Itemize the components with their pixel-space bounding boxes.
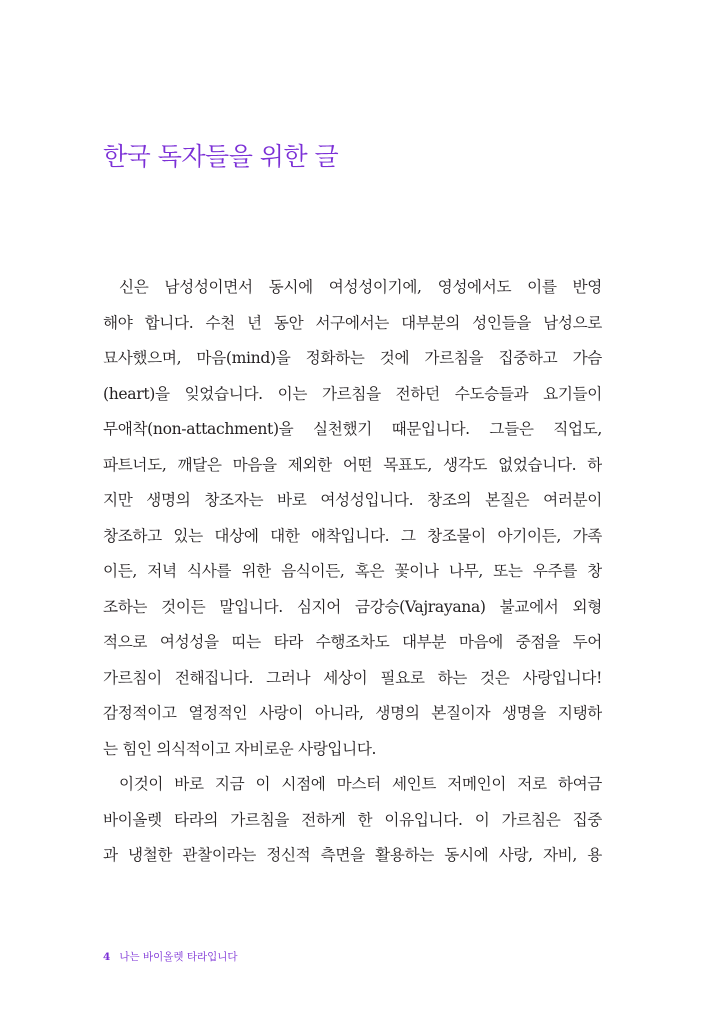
text-line: 신은 남성성이면서 동시에 여성성이기에, 영성에서도 이를 반영 <box>119 278 602 296</box>
body-text <box>103 270 602 874</box>
text-line: 는 힘인 의식적이고 자비로운 사랑입니다. <box>103 739 377 758</box>
text-line: 이것이 바로 지금 이 시점에 마스터 세인트 저메인이 저로 하여금 <box>119 775 602 793</box>
text-line: 파트너도, 깨달은 마음을 제외한 어떤 목표도, 생각도 없었습니다. 하 <box>103 455 602 474</box>
page-footer <box>103 950 238 964</box>
text-line: 해야 합니다. 수천 년 동안 서구에서는 대부분의 성인들을 남성으로 <box>103 313 602 332</box>
text-line: 가르침이 전해집니다. 그러나 세상이 필요로 하는 것은 사랑입니다! <box>103 668 602 687</box>
paragraph-2 <box>103 767 602 874</box>
text-line: (heart)을 잊었습니다. 이는 가르침을 전하던 수도승들과 요기들이 <box>103 384 602 403</box>
text-line: 조하는 것이든 말입니다. 심지어 금강승(Vajrayana) 불교에서 외형 <box>103 597 602 616</box>
text-line: 과 냉철한 관찰이라는 정신적 측면을 활용하는 동시에 사랑, 자비, 용 <box>103 846 602 864</box>
text-line: 적으로 여성성을 띠는 타라 수행조차도 대부분 마음에 중점을 두어 <box>103 633 602 651</box>
text-line: 무애착(non-attachment)을 실천했기 때문입니다. 그들은 직업도, <box>103 420 602 438</box>
page-number: 4 <box>103 951 111 963</box>
text-line: 감정적이고 열정적인 사랑이 아니라, 생명의 본질이자 생명을 지탱하 <box>103 704 602 722</box>
text-line: 지만 생명의 창조자는 바로 여성성입니다. 창조의 본질은 여러분이 <box>103 491 602 509</box>
text-line: 이든, 저녁 식사를 위한 음식이든, 혹은 꽃이나 나무, 또는 우주를 창 <box>103 562 602 580</box>
text-line: 창조하고 있는 대상에 대한 애착입니다. 그 창조물이 아기이든, 가족 <box>103 526 602 545</box>
running-book-title: 나는 바이올렛 타라입니다 <box>119 951 238 963</box>
chapter-title: 한국 독자들을 위한 글 <box>103 142 339 171</box>
text-line: 묘사했으며, 마음(mind)을 정화하는 것에 가르침을 집중하고 가슴 <box>103 349 602 367</box>
paragraph-1 <box>103 270 602 767</box>
text-line: 바이올렛 타라의 가르침을 전하게 한 이유입니다. 이 가르침은 집중 <box>103 810 602 829</box>
